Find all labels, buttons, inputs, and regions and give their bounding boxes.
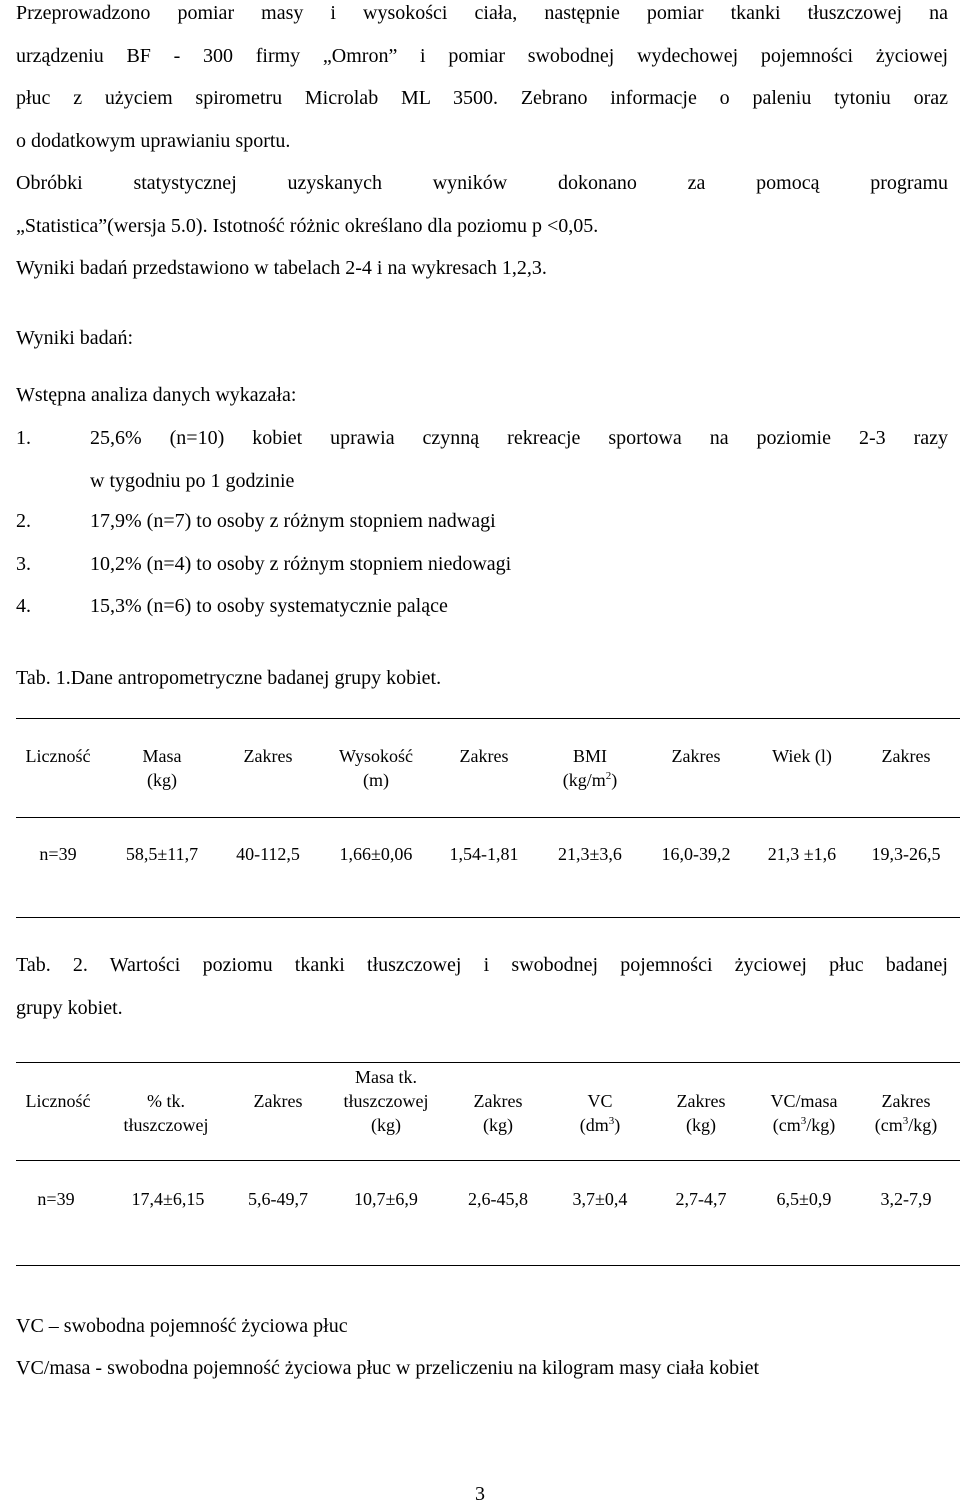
table1-header: Zakres — [243, 746, 293, 766]
table1-cell: 58,5±11,7 — [125, 844, 199, 864]
intro-line: Przeprowadzono pomiar masy i wysokości ciała, następnie pomiar tkanki tłuszczowej na — [16, 2, 948, 24]
table2-top-rule — [16, 1062, 960, 1063]
results-heading: Wyniki badań: — [16, 327, 134, 349]
table2-header: Zakres (kg) — [473, 1091, 523, 1135]
table1-cell: 1,66±0,06 — [339, 844, 413, 864]
list-text: 17,9% (n=7) to osoby z różnym stopniem nadwagi — [90, 510, 496, 532]
table1-top-rule — [16, 718, 960, 719]
list-number: 2. — [16, 510, 31, 532]
intro-line: urządzeniu BF - 300 firmy „Omron” i pomiar swobodnej wydechowej pojemności życiowej — [16, 44, 948, 67]
footnote-vc: VC – swobodna pojemność życiowa płuc — [16, 1315, 348, 1337]
table2-header: VC/masa $(cm^3/kg)$ — [770, 1091, 838, 1135]
table1-header: Wysokość (m) — [339, 746, 413, 790]
list-number: 3. — [16, 553, 31, 575]
list-text: 15,3% (n=6) to osoby systematycznie palące — [90, 595, 448, 617]
intro-line: „Statistica”(wersja 5.0). Istotność różnic określano dla poziomu p <0,05. — [16, 214, 599, 237]
intro-line: Wyniki badań przedstawiono w tabelach 2-4 i na wykresach 1,2,3. — [16, 257, 547, 279]
footnote-vc-masa: VC/masa - swobodna pojemność życiowa płuc w przeliczeniu na kilogram masy ciała kobiet — [16, 1357, 760, 1379]
table2-cell: 10,7±6,9 — [354, 1189, 418, 1209]
table1-header-rule — [16, 817, 960, 818]
table1-cell: 1,54-1,81 — [449, 844, 519, 864]
table1-cell: n=39 — [39, 844, 77, 864]
table1-header: Liczność — [25, 746, 91, 766]
analysis-intro: Wstępna analiza danych wykazała: — [16, 384, 297, 406]
table1-cell: 40-112,5 — [236, 844, 300, 864]
list-text: w tygodniu po 1 godzinie — [90, 469, 295, 492]
table1-header: Zakres — [671, 746, 721, 766]
table2-bottom-rule — [16, 1265, 960, 1266]
table1-header: Masa (kg) — [142, 746, 182, 790]
table2-cell: 5,6-49,7 — [248, 1189, 308, 1209]
table2-cell: 3,7±0,4 — [572, 1189, 628, 1209]
intro-line: o dodatkowym uprawianiu sportu. — [16, 129, 291, 152]
table1-header: Zakres — [459, 746, 509, 766]
table2-header: Zakres $(cm^3/kg)$ — [874, 1091, 938, 1135]
table2-header: % tk. tłuszczowej — [123, 1091, 209, 1135]
list-number: 4. — [16, 595, 31, 617]
table2-cell: n=39 — [37, 1189, 75, 1209]
list-text: 25,6% (n=10) kobiet uprawia czynną rekreacje sportowa na poziomie 2-3 razy — [90, 427, 948, 449]
table2-caption: Tab. 2. Wartości poziomu tkanki tłuszczowej i swobodnej pojemności życiowej płuc badanej grupy kobiet. — [16, 954, 948, 1019]
table2-header-rule — [16, 1160, 960, 1161]
table2-cell: 17,4±6,15 — [131, 1189, 205, 1209]
table2-header: Liczność — [25, 1091, 91, 1111]
table1-header: Zakres — [881, 746, 931, 766]
table1-bottom-rule — [16, 917, 960, 918]
intro-line: płuc z użyciem spirometru Microlab ML 3500. Zebrano informacje o paleniu tytoniu oraz — [16, 87, 948, 109]
page-number: 3 — [475, 1483, 485, 1505]
table2-cell: 3,2-7,9 — [880, 1189, 932, 1209]
table2-header: Masa tk. tłuszczowej (kg) — [343, 1067, 429, 1135]
table2-cell: 2,7-4,7 — [675, 1189, 727, 1209]
table1-caption: Tab. 1.Dane antropometryczne badanej grupy kobiet. — [16, 667, 442, 689]
list-text: 10,2% (n=4) to osoby z różnym stopniem niedowagi — [90, 553, 512, 575]
list-item — [16, 543, 948, 586]
table2-header: Zakres — [253, 1091, 303, 1111]
table1-cell: 16,0-39,2 — [661, 844, 731, 864]
table2-header: Zakres (kg) — [676, 1091, 726, 1135]
table2-header: VC $(dm^3)$ — [579, 1091, 621, 1135]
table1-header: BMI $(kg/m^2)$ — [562, 746, 618, 790]
table2-cell: 6,5±0,9 — [776, 1189, 832, 1209]
intro-paragraph — [16, 0, 948, 290]
table1-cell: 21,3±3,6 — [558, 844, 622, 864]
list-number: 1. — [16, 427, 31, 449]
table1-cell: 19,3-26,5 — [871, 844, 941, 864]
list-item — [16, 585, 948, 628]
list-item — [16, 500, 948, 543]
table2-cell: 2,6-45,8 — [468, 1189, 528, 1209]
table1-cell: 21,3 ±1,6 — [767, 844, 837, 864]
intro-line: Obróbki statystycznej uzyskanych wyników dokonano za pomocą programu — [16, 172, 948, 194]
table1-header: Wiek (l) — [772, 746, 832, 766]
list-item — [16, 417, 948, 502]
